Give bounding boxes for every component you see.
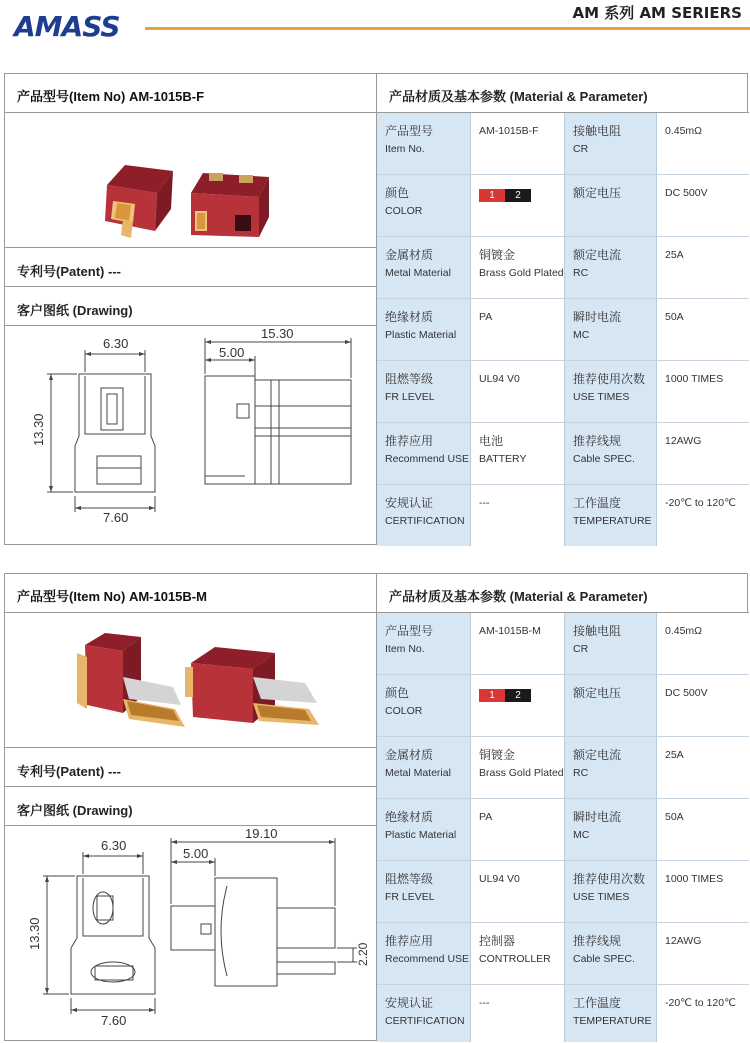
param-key-zh: 推荐线规 bbox=[573, 434, 622, 448]
color-swatches bbox=[471, 175, 565, 236]
series-title: AM 系列 AM SERIERS bbox=[572, 4, 742, 22]
dim-front-width: 6.30 bbox=[101, 838, 127, 853]
param-key-zh: 推荐线规 bbox=[573, 934, 622, 948]
param-value: DC 500V bbox=[665, 187, 708, 199]
color-swatch-black: 2 bbox=[505, 689, 531, 702]
param-key-en: COLOR bbox=[385, 705, 423, 717]
param-value: 25A bbox=[665, 249, 684, 261]
param-row bbox=[377, 799, 749, 861]
dim-front-width: 6.30 bbox=[103, 336, 129, 351]
technical-drawing bbox=[5, 826, 377, 1043]
dim-side-length: 15.30 bbox=[261, 326, 294, 341]
dim-height: 13.30 bbox=[27, 917, 42, 950]
param-value: -20℃ to 120℃ bbox=[665, 497, 736, 509]
param-row bbox=[377, 923, 749, 985]
param-key-zh: 安规认证 bbox=[385, 496, 434, 510]
param-key-en: Recommend USE bbox=[385, 453, 470, 465]
page-header bbox=[0, 0, 750, 50]
product-photo bbox=[5, 113, 377, 248]
param-key-en: Recommend USE bbox=[385, 953, 470, 965]
item-number-title: 产品型号(Item No) AM-1015B-M bbox=[5, 574, 377, 613]
parameter-title: 产品材质及基本参数 (Material & Parameter) bbox=[377, 74, 749, 113]
param-value: --- bbox=[479, 497, 490, 509]
param-key-en: Item No. bbox=[385, 143, 425, 155]
param-key-zh: 产品型号 bbox=[385, 624, 434, 638]
param-key-zh: 推荐使用次数 bbox=[573, 872, 646, 886]
param-key-en: CERTIFICATION bbox=[385, 515, 465, 527]
param-key-en: USE TIMES bbox=[573, 891, 630, 903]
param-row bbox=[377, 985, 749, 1042]
technical-drawing bbox=[5, 326, 377, 546]
dim-side-inner: 5.00 bbox=[183, 846, 209, 861]
param-key-en: RC bbox=[573, 267, 589, 279]
param-row bbox=[377, 361, 749, 423]
product-photo bbox=[5, 613, 377, 748]
param-value-zh: 控制器 bbox=[479, 934, 516, 948]
drawing-title: 客户图纸 (Drawing) bbox=[5, 287, 377, 326]
param-key-zh: 接触电阻 bbox=[573, 124, 622, 138]
product-card-male bbox=[4, 573, 748, 1041]
param-value: 50A bbox=[665, 811, 684, 823]
param-key-zh: 额定电流 bbox=[573, 748, 622, 762]
param-value: 12AWG bbox=[665, 935, 702, 947]
param-value-en: CONTROLLER bbox=[479, 953, 551, 965]
param-value: 1000 TIMES bbox=[665, 873, 724, 885]
param-key-zh: 颜色 bbox=[385, 686, 410, 700]
param-key-zh: 金属材质 bbox=[385, 748, 434, 762]
dim-side-length: 19.10 bbox=[245, 826, 278, 841]
dim-height: 13.30 bbox=[31, 413, 46, 446]
patent-label: 专利号(Patent) --- bbox=[5, 748, 377, 787]
param-key-en: USE TIMES bbox=[573, 391, 630, 403]
color-swatch-red: 1 bbox=[479, 689, 505, 702]
param-value: PA bbox=[479, 811, 493, 823]
color-swatch-black: 2 bbox=[505, 189, 531, 202]
dim-pin: 2.20 bbox=[356, 942, 370, 966]
header-rule bbox=[145, 27, 750, 30]
param-key-zh: 工作温度 bbox=[573, 496, 622, 510]
param-value: UL94 V0 bbox=[479, 373, 520, 385]
param-value: PA bbox=[479, 311, 493, 323]
param-key-zh: 颜色 bbox=[385, 186, 410, 200]
drawing-female-svg bbox=[5, 326, 377, 546]
param-key-en: Cable SPEC. bbox=[573, 453, 635, 465]
param-key-en: TEMPERATURE bbox=[573, 1015, 652, 1027]
param-value-en: Brass Gold Plated bbox=[479, 267, 564, 279]
param-key-zh: 产品型号 bbox=[385, 124, 434, 138]
param-value: -20℃ to 120℃ bbox=[665, 997, 736, 1009]
param-value: 1000 TIMES bbox=[665, 373, 724, 385]
param-row bbox=[377, 613, 749, 675]
param-key-en: CR bbox=[573, 643, 589, 655]
param-value-en: BATTERY bbox=[479, 453, 527, 465]
param-key-zh: 瞬时电流 bbox=[573, 810, 622, 824]
connector-photo-male bbox=[5, 613, 377, 748]
param-key-zh: 额定电压 bbox=[573, 186, 622, 200]
color-swatches bbox=[471, 675, 565, 736]
param-key-en: CERTIFICATION bbox=[385, 1015, 465, 1027]
param-key-en: Metal Material bbox=[385, 767, 451, 779]
param-key-en: TEMPERATURE bbox=[573, 515, 652, 527]
param-row bbox=[377, 675, 749, 737]
param-value: AM-1015B-F bbox=[479, 125, 539, 137]
param-key-zh: 推荐使用次数 bbox=[573, 372, 646, 386]
param-key-zh: 瞬时电流 bbox=[573, 310, 622, 324]
product-left-column bbox=[5, 74, 377, 544]
param-key-en: FR LEVEL bbox=[385, 891, 435, 903]
param-row bbox=[377, 237, 749, 299]
param-key-zh: 接触电阻 bbox=[573, 624, 622, 638]
item-number-title: 产品型号(Item No) AM-1015B-F bbox=[5, 74, 377, 113]
dim-front-base: 7.60 bbox=[101, 1013, 127, 1028]
parameter-column bbox=[377, 574, 749, 1040]
color-swatch-red: 1 bbox=[479, 189, 505, 202]
param-key-zh: 金属材质 bbox=[385, 248, 434, 262]
parameter-title: 产品材质及基本参数 (Material & Parameter) bbox=[377, 574, 749, 613]
parameter-column bbox=[377, 74, 749, 544]
param-value: 0.45mΩ bbox=[665, 125, 703, 137]
param-row bbox=[377, 299, 749, 361]
param-row bbox=[377, 423, 749, 485]
param-key-zh: 阻燃等级 bbox=[385, 372, 434, 386]
param-key-en: MC bbox=[573, 329, 590, 341]
param-key-en: Item No. bbox=[385, 643, 425, 655]
param-key-zh: 绝缘材质 bbox=[385, 310, 434, 324]
param-key-zh: 工作温度 bbox=[573, 996, 622, 1010]
brand-logo: AMASS bbox=[14, 10, 120, 43]
param-key-en: RC bbox=[573, 767, 589, 779]
connector-photo-female bbox=[5, 113, 377, 248]
param-key-zh: 推荐应用 bbox=[385, 934, 434, 948]
drawing-male-svg bbox=[5, 826, 377, 1042]
product-card-female bbox=[4, 73, 748, 545]
param-value: 25A bbox=[665, 749, 684, 761]
param-row bbox=[377, 485, 749, 546]
param-key-en: COLOR bbox=[385, 205, 423, 217]
param-value-zh: 铜镀金 bbox=[479, 248, 516, 262]
param-key-en: Cable SPEC. bbox=[573, 953, 635, 965]
param-key-en: FR LEVEL bbox=[385, 391, 435, 403]
param-key-en: Plastic Material bbox=[385, 329, 457, 341]
param-value-zh: 电池 bbox=[479, 434, 504, 448]
param-value: 12AWG bbox=[665, 435, 702, 447]
product-left-column bbox=[5, 574, 377, 1040]
drawing-title: 客户图纸 (Drawing) bbox=[5, 787, 377, 826]
param-key-en: MC bbox=[573, 829, 590, 841]
param-value: 50A bbox=[665, 311, 684, 323]
param-key-en: CR bbox=[573, 143, 589, 155]
dim-front-base: 7.60 bbox=[103, 510, 129, 525]
param-value-zh: 铜镀金 bbox=[479, 748, 516, 762]
param-row bbox=[377, 175, 749, 237]
param-key-zh: 额定电压 bbox=[573, 686, 622, 700]
param-value: UL94 V0 bbox=[479, 873, 520, 885]
param-value: --- bbox=[479, 997, 490, 1009]
param-key-zh: 安规认证 bbox=[385, 996, 434, 1010]
dim-side-inner: 5.00 bbox=[219, 345, 245, 360]
param-key-zh: 推荐应用 bbox=[385, 434, 434, 448]
param-row bbox=[377, 861, 749, 923]
param-key-zh: 额定电流 bbox=[573, 248, 622, 262]
param-key-en: Metal Material bbox=[385, 267, 451, 279]
param-row bbox=[377, 113, 749, 175]
param-value: AM-1015B-M bbox=[479, 625, 541, 637]
param-value: 0.45mΩ bbox=[665, 625, 703, 637]
param-key-zh: 阻燃等级 bbox=[385, 872, 434, 886]
param-row bbox=[377, 737, 749, 799]
param-key-zh: 绝缘材质 bbox=[385, 810, 434, 824]
patent-label: 专利号(Patent) --- bbox=[5, 248, 377, 287]
param-value-en: Brass Gold Plated bbox=[479, 767, 564, 779]
param-key-en: Plastic Material bbox=[385, 829, 457, 841]
param-value: DC 500V bbox=[665, 687, 708, 699]
